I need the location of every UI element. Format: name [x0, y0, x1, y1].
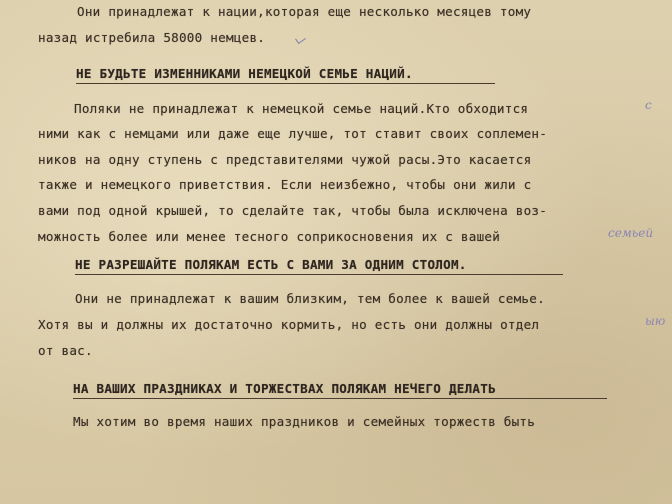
body-line-12: Мы хотим во время наших праздников и семейных торжеств быть: [73, 414, 536, 429]
body-line-9: Они не принадлежат к вашим близким, тем более к вашей семье.: [75, 291, 545, 306]
handwritten-correction-1: с: [645, 98, 652, 112]
body-line-8: можность более или менее тесного соприкосновения их с вашей: [38, 229, 501, 244]
heading-3-underline: [73, 398, 607, 399]
body-line-5: ников на одну ступень с представителями чужой расы.Это касается: [38, 152, 532, 167]
heading-2-underline: [75, 274, 563, 275]
body-line-10: Хотя вы и должны их достаточно кормить, но есть они должны отдел: [38, 317, 540, 332]
pen-tick-mark: [295, 34, 306, 44]
body-line-11: от вас.: [38, 343, 93, 358]
handwritten-correction-3: ыю: [645, 314, 666, 328]
heading-1-underline: [76, 83, 495, 84]
handwritten-correction-2: семьей: [608, 226, 654, 240]
body-line-7: вами под одной крышей, то сделайте так, чтобы была исключена воз-: [38, 203, 548, 218]
body-line-2: назад истребила 58000 немцев.: [38, 30, 266, 45]
body-line-3: Поляки не принадлежат к немецкой семье наций.Кто обходится: [74, 101, 529, 116]
heading-1: НЕ БУДЬТЕ ИЗМЕННИКАМИ НЕМЕЦКОЙ СЕМЬЕ НАЦИЙ.: [76, 66, 413, 81]
heading-3: НА ВАШИХ ПРАЗДНИКАХ И ТОРЖЕСТВАХ ПОЛЯКАМ НЕЧЕГО ДЕЛАТЬ: [73, 381, 496, 396]
body-line-1: Они принадлежат к нации,которая еще несколько месяцев тому: [77, 4, 532, 19]
heading-2: НЕ РАЗРЕШАЙТЕ ПОЛЯКАМ ЕСТЬ С ВАМИ ЗА ОДНИМ СТОЛОМ.: [75, 257, 467, 272]
body-line-4: ними как с немцами или даже еще лучше, тот ставит своих соплемен-: [38, 126, 548, 141]
body-line-6: также и немецкого приветствия. Если неизбежно, чтобы они жили с: [38, 177, 532, 192]
